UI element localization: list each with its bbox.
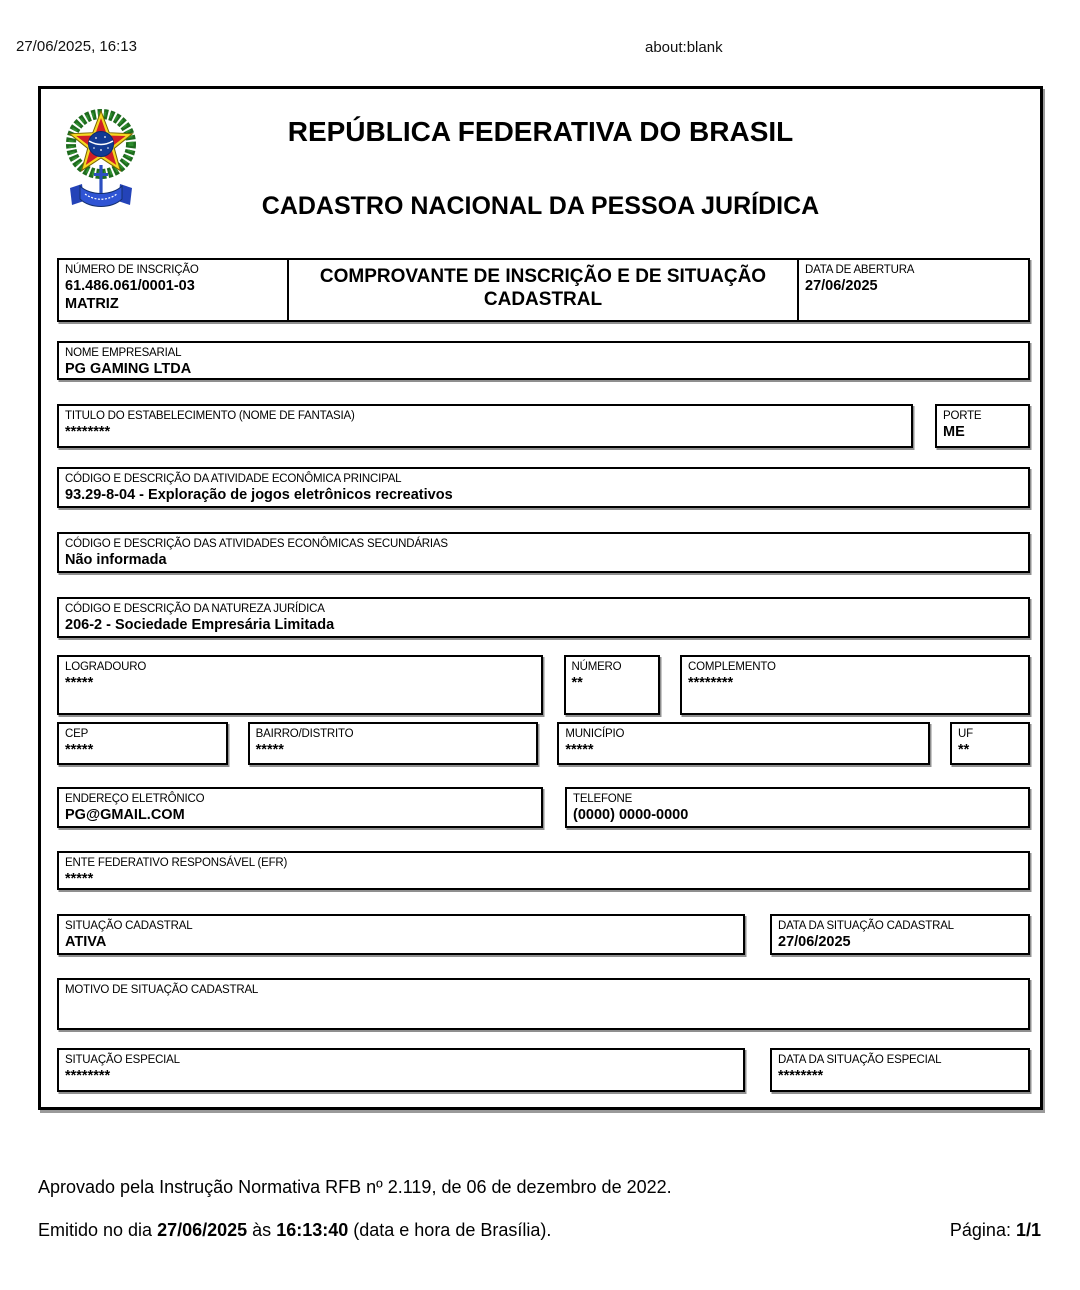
field-data-situacao-cadastral (770, 914, 1030, 955)
field-value: ***** (65, 675, 94, 691)
field-label: DATA DE ABERTURA (805, 264, 915, 276)
field-value: ** (571, 675, 583, 691)
registry-title: CADASTRO NACIONAL DA PESSOA JURÍDICA (261, 192, 820, 220)
cnpj-document (38, 86, 1043, 1110)
field-bairro (248, 722, 538, 765)
field-value: Não informada (65, 552, 167, 568)
field-value: 61.486.061/0001-03 (65, 278, 195, 294)
republic-title: REPÚBLICA FEDERATIVA DO BRASIL (287, 116, 794, 147)
field-value: (0000) 0000-0000 (573, 807, 689, 823)
field-porte (935, 404, 1030, 448)
field-label: ENDEREÇO ELETRÔNICO (65, 793, 205, 805)
field-label: SITUAÇÃO CADASTRAL (65, 920, 193, 932)
field-nome-empresarial (57, 341, 1030, 380)
emitted-time: 16:13:40 (276, 1220, 349, 1240)
field-situacao-cadastral (57, 914, 745, 955)
field-endereco-eletronico (57, 787, 543, 828)
field-label: CÓDIGO E DESCRIÇÃO DA NATUREZA JURÍDICA (65, 603, 325, 615)
field-label: CEP (65, 728, 89, 740)
field-label: DATA DA SITUAÇÃO CADASTRAL (778, 920, 954, 932)
field-value: ******** (65, 424, 111, 440)
field-label: COMPLEMENTO (688, 661, 776, 673)
field-label: SITUAÇÃO ESPECIAL (65, 1054, 180, 1066)
field-efr (57, 851, 1030, 890)
field-label: CÓDIGO E DESCRIÇÃO DAS ATIVIDADES ECONÔMICAS SECUNDÁRIAS (65, 538, 448, 550)
field-nome-fantasia (57, 404, 913, 448)
field-label: LOGRADOURO (65, 661, 147, 673)
field-label: BAIRRO/DISTRITO (255, 728, 354, 740)
field-cep (57, 722, 228, 765)
field-uf (950, 722, 1030, 765)
field-natureza-juridica (57, 597, 1030, 638)
print-datetime: 27/06/2025, 16:13 (16, 38, 137, 55)
field-motivo-situacao (57, 978, 1030, 1030)
field-complemento (680, 655, 1030, 715)
page-indicator (950, 1220, 1041, 1241)
field-value: ATIVA (65, 934, 107, 950)
inscription-row (57, 258, 1030, 322)
field-value: 93.29-8-04 - Exploração de jogos eletrônicos recreativos (65, 487, 453, 503)
field-label: NÚMERO DE INSCRIÇÃO (65, 264, 199, 276)
field-telefone (565, 787, 1030, 828)
field-label: ENTE FEDERATIVO RESPONSÁVEL (EFR) (65, 857, 288, 869)
field-logradouro (57, 655, 543, 715)
field-label: DATA DA SITUAÇÃO ESPECIAL (778, 1054, 942, 1066)
field-value: ***** (65, 742, 94, 758)
field-municipio (557, 722, 930, 765)
field-data-situacao-especial (770, 1048, 1030, 1092)
field-label: CÓDIGO E DESCRIÇÃO DA ATIVIDADE ECONÔMICA PRINCIPAL (65, 473, 402, 485)
page-value: 1/1 (1015, 1220, 1041, 1240)
field-atividades-secundarias (57, 532, 1030, 573)
emitted-line (38, 1220, 551, 1241)
field-label: PORTE (943, 410, 982, 422)
field-value: ***** (565, 742, 594, 758)
field-situacao-especial (57, 1048, 745, 1092)
emitted-suffix: (data e hora de Brasília). (348, 1220, 552, 1240)
field-label: TELEFONE (573, 793, 633, 805)
field-value: 27/06/2025 (778, 934, 851, 950)
field-label: NÚMERO (571, 661, 622, 673)
field-numero-inscricao (59, 260, 287, 320)
field-value: 206-2 - Sociedade Empresária Limitada (65, 617, 335, 633)
field-value: ******** (65, 1068, 111, 1084)
print-header (0, 38, 1080, 58)
field-value: ******** (778, 1068, 824, 1084)
field-value: PG GAMING LTDA (65, 361, 192, 377)
field-value: ******** (688, 675, 734, 691)
field-value: 27/06/2025 (805, 278, 878, 294)
field-value: ** (957, 742, 970, 758)
field-label: NOME EMPRESARIAL (65, 347, 182, 359)
comprovante-title: COMPROVANTE DE INSCRIÇÃO E DE SITUAÇÃO CADASTRAL (287, 260, 797, 320)
approval-note: Aprovado pela Instrução Normativa RFB nº 2.119, de 06 de dezembro de 2022. (38, 1177, 672, 1197)
emitted-prefix: Emitido no dia (38, 1220, 158, 1240)
field-numero (564, 655, 660, 715)
page-label: Página: (949, 1220, 1016, 1240)
inscription-box (57, 258, 1030, 322)
field-label: MOTIVO DE SITUAÇÃO CADASTRAL (65, 984, 259, 996)
field-value: ME (943, 424, 965, 440)
emitted-date: 27/06/2025 (157, 1220, 248, 1240)
field-label: UF (957, 728, 973, 740)
field-value: ***** (65, 871, 94, 887)
field-value: PG@GMAIL.COM (65, 807, 185, 823)
print-page-title: about:blank (645, 39, 723, 56)
field-label: TITULO DO ESTABELECIMENTO (NOME DE FANTASIA) (65, 410, 355, 422)
emitted-middle: às (247, 1220, 277, 1240)
field-value: ***** (255, 742, 284, 758)
field-label: MUNICÍPIO (565, 728, 625, 740)
field-data-abertura (797, 260, 1028, 320)
field-value-tipo: MATRIZ (65, 296, 119, 312)
field-atividade-principal (57, 467, 1030, 508)
